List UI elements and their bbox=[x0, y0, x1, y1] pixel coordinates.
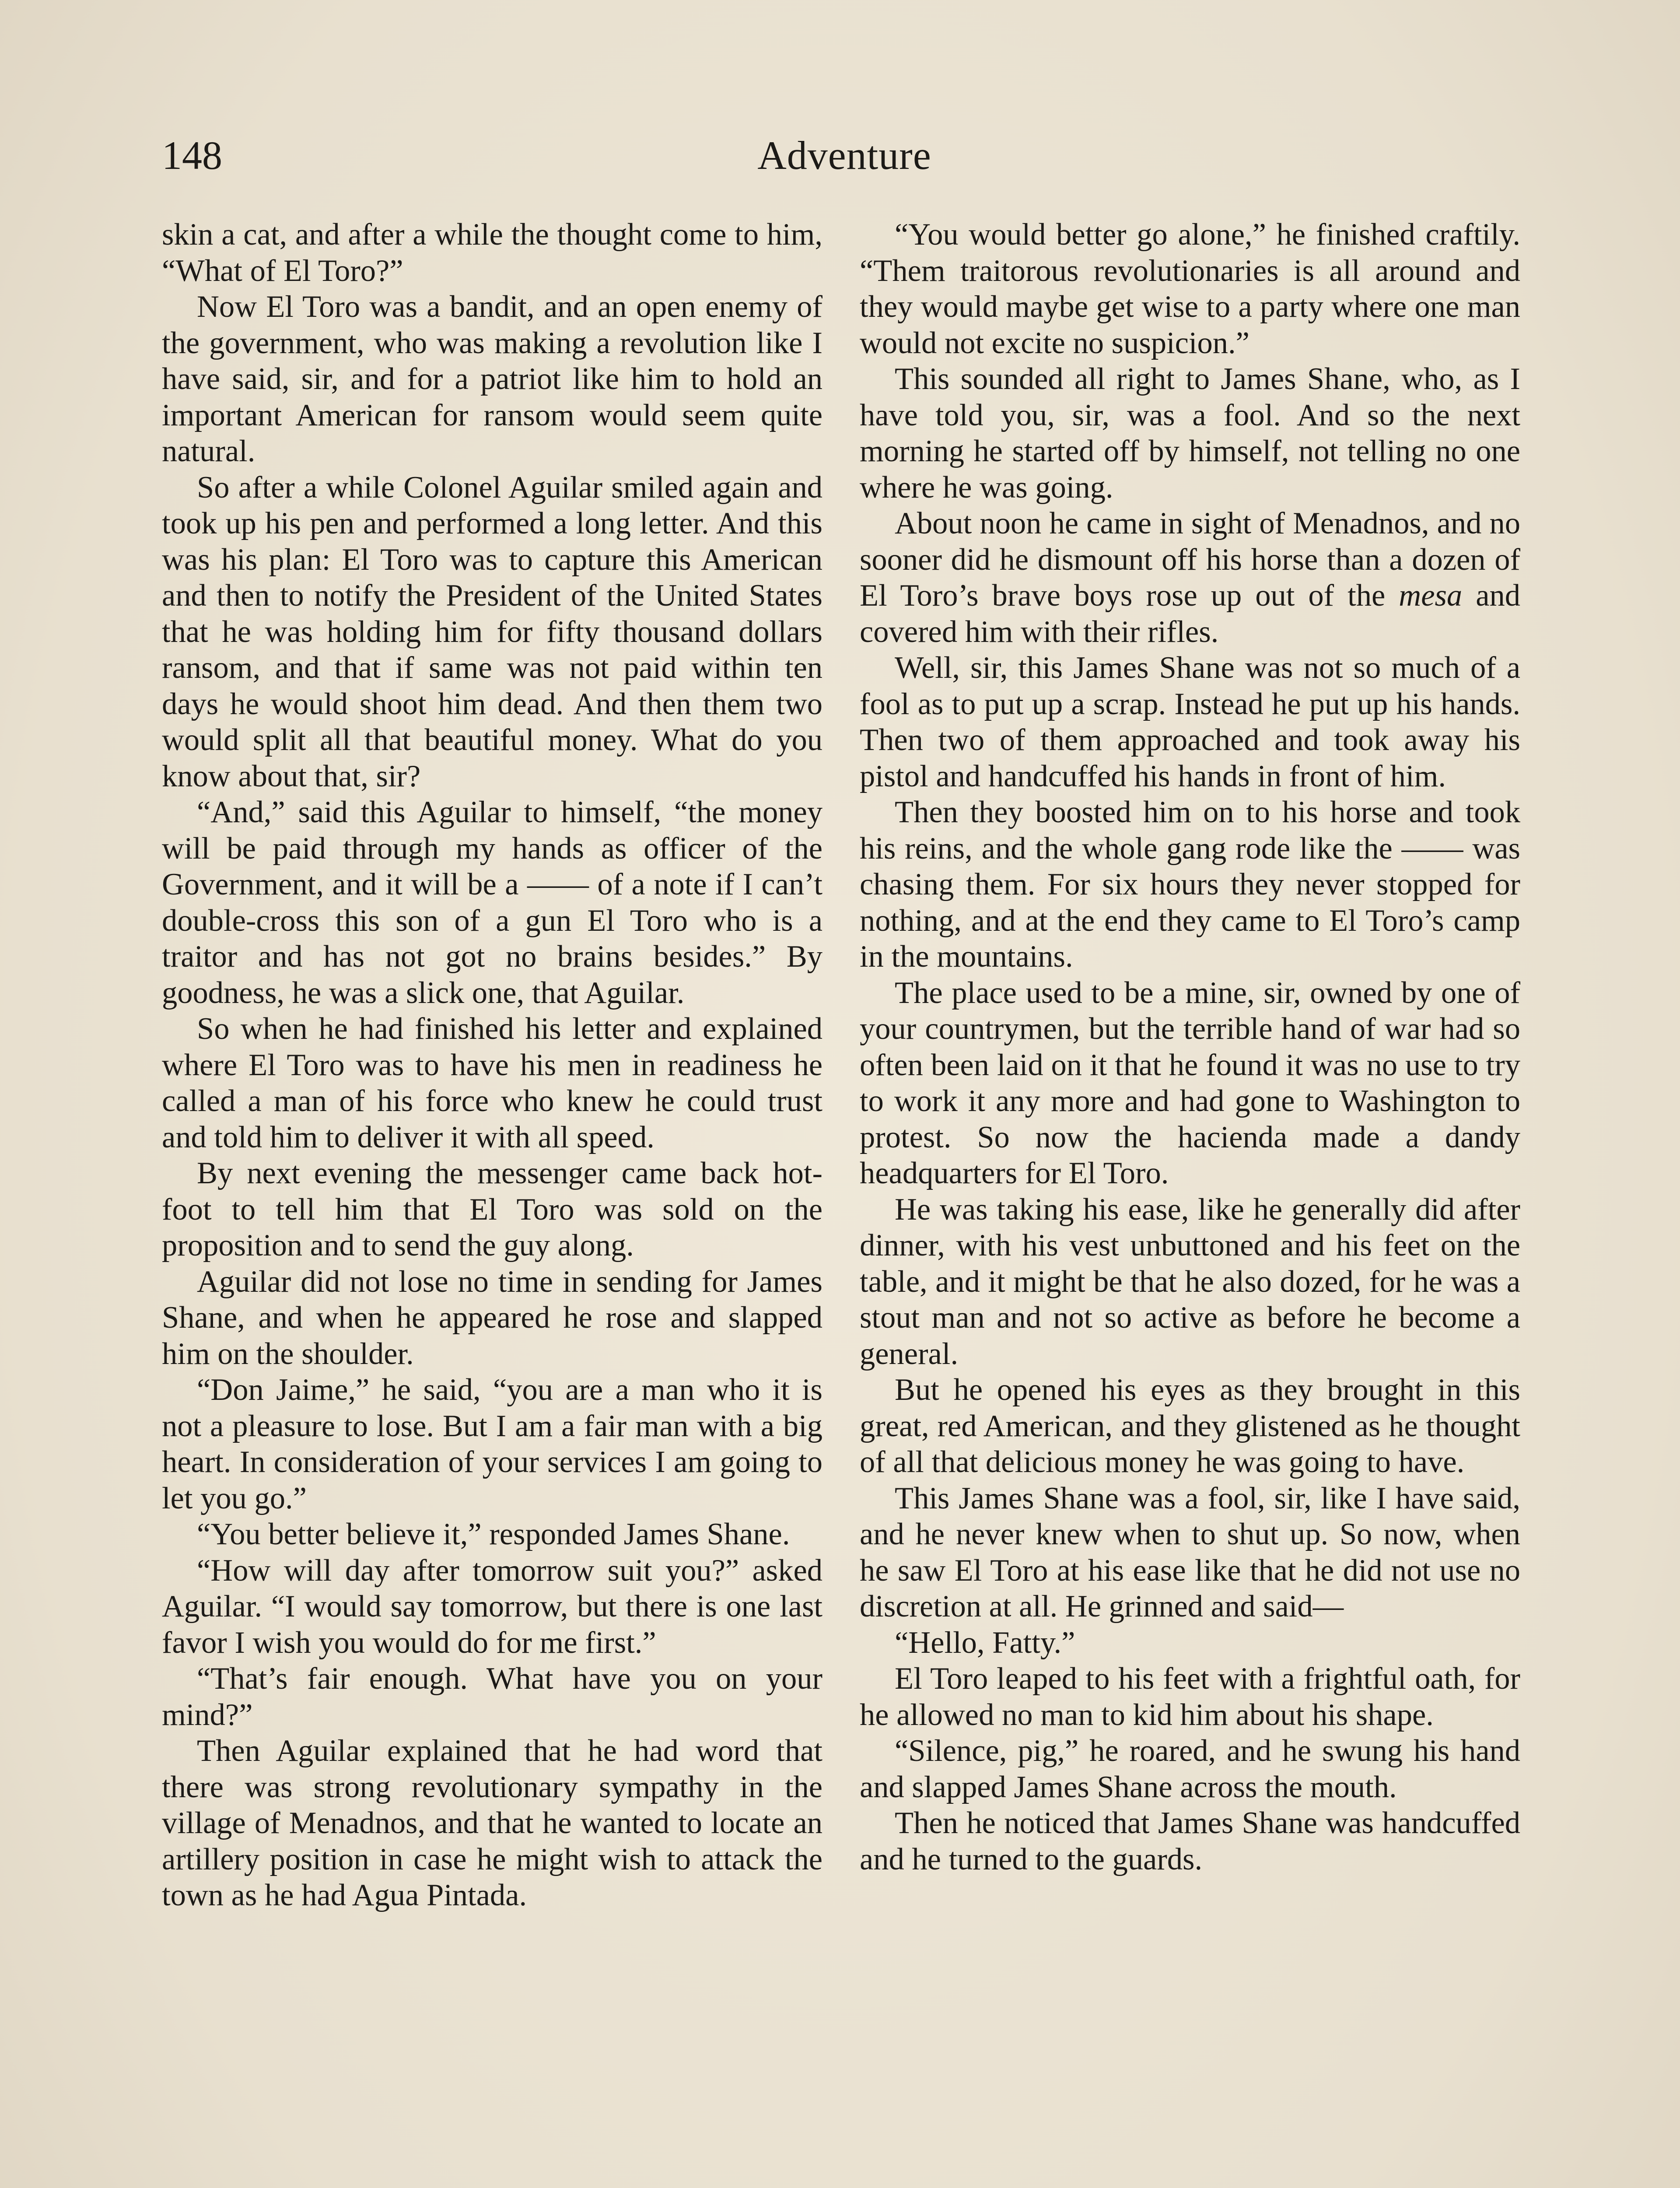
paragraph: “Don Jaime,” he said, “you are a man who it is not a pleasure to lose. But I am a fair man with a big heart. In consideration of your services I am going to let you go.” bbox=[162, 1373, 822, 1515]
paragraph: So after a while Colonel Aguilar smiled again and took up his pen and performed a long letter. And this was his plan: El Toro was to capture this American and then to notify the President of the United States that he was holding him for fifty thousand dollars ransom, and that if same was not paid within ten days he would shoot him dead. And then them two would split all that beautiful money. What do you know about that, sir? bbox=[162, 470, 822, 793]
paragraph: skin a cat, and after a while the thought come to him, “What of El Toro?” bbox=[162, 217, 822, 288]
paragraph: But he opened his eyes as they brought in this great, red American, and they glistened as he thought of all that delicious money he was going to have. bbox=[860, 1373, 1520, 1479]
paragraph: Then he noticed that James Shane was handcuffed and he turned to the guards. bbox=[860, 1806, 1520, 1876]
paragraph: By next evening the messenger came back hot-foot to tell him that El Toro was sold on the proposition and to send the guy along. bbox=[162, 1156, 822, 1262]
left-text-column bbox=[162, 217, 822, 2188]
paragraph: “How will day after tomorrow suit you?” asked Aguilar. “I would say tomorrow, but there is one last favor I wish you would do for me first.” bbox=[162, 1553, 822, 1660]
paragraph-text: and covered him with their rifles. bbox=[860, 579, 1520, 649]
paragraph: “You better believe it,” responded James Shane. bbox=[197, 1517, 790, 1551]
paragraph: He was taking his ease, like he generally did after dinner, with his vest unbuttoned and his feet on the table, and it might be that he also dozed, for he was a stout man and not so active as before he become a general. bbox=[860, 1192, 1520, 1371]
right-text-column bbox=[860, 217, 1520, 2188]
paragraph: This sounded all right to James Shane, who, as I have told you, sir, was a fool. And so the next morning he started off by himself, not telling no one where he was going. bbox=[860, 362, 1520, 505]
paragraph: “Hello, Fatty.” bbox=[895, 1625, 1075, 1660]
paragraph: So when he had finished his letter and explained where El Toro was to have his men in readiness he called a man of his force who knew he could trust and told him to deliver it with all speed. bbox=[162, 1012, 822, 1154]
paragraph: “And,” said this Aguilar to himself, “the money will be paid through my hands as officer of the Government, and it will be a —— of a note if I can’t double-cross this son of a gun El Toro who is a traitor and has not got no brains besides.” By goodness, he was a slick one, that Aguilar. bbox=[162, 795, 822, 1010]
italic-word: mesa bbox=[1399, 579, 1463, 613]
paragraph: This James Shane was a fool, sir, like I have said, and he never knew when to shut up. So now, when he saw El Toro at his ease like that he did not use no discretion at all. He grinned and said— bbox=[860, 1481, 1520, 1623]
paragraph: “Silence, pig,” he roared, and he swung his hand and slapped James Shane across the mouth. bbox=[860, 1734, 1520, 1804]
paragraph: “That’s fair enough. What have you on your mind?” bbox=[162, 1662, 822, 1732]
running-title: Adventure bbox=[757, 133, 931, 178]
paragraph-text: About noon he came in sight of Menadnos, and no sooner did he dismount off his horse than a dozen of El Toro’s brave boys rose up out of the bbox=[860, 506, 1520, 613]
paragraph: Then Aguilar explained that he had word that there was strong revolutionary sympathy in the village of Menadnos, and that he wanted to locate an artillery position in case he might wish to attack the town as he had Agua Pintada. bbox=[162, 1734, 822, 1912]
paragraph: Now El Toro was a bandit, and an open enemy of the government, who was making a revolution like I have said, sir, and for a patriot like him to hold an important American for ransom would seem quite natural. bbox=[162, 290, 822, 468]
paragraph: The place used to be a mine, sir, owned by one of your countrymen, but the terrible hand of war had so often been laid on it that he found it was no use to try to work it any more and had gone to Washington to protest. So now the hacienda made a dandy headquarters for El Toro. bbox=[860, 975, 1520, 1190]
paragraph: Aguilar did not lose no time in sending for James Shane, and when he appeared he rose and slapped him on the shoulder. bbox=[162, 1264, 822, 1371]
paragraph: El Toro leaped to his feet with a frightful oath, for he allowed no man to kid him about his shape. bbox=[860, 1662, 1520, 1732]
paragraph: Well, sir, this James Shane was not so much of a fool as to put up a scrap. Instead he put up his hands. Then two of them approached and took away his pistol and handcuffed his hands in front of him. bbox=[860, 651, 1520, 793]
paragraph: Then they boosted him on to his horse and took his reins, and the whole gang rode like the —— was chasing them. For six hours they never stopped for nothing, and at the end they came to El Toro’s camp in the mountains. bbox=[860, 795, 1520, 974]
paragraph bbox=[860, 505, 1520, 650]
paragraph: “You would better go alone,” he finished craftily. “Them traitorous revolutionaries is all around and they would maybe get wise to a party where one man would not excite no suspicion.” bbox=[860, 217, 1520, 360]
page-header bbox=[162, 127, 1527, 184]
page-number: 148 bbox=[162, 133, 222, 178]
